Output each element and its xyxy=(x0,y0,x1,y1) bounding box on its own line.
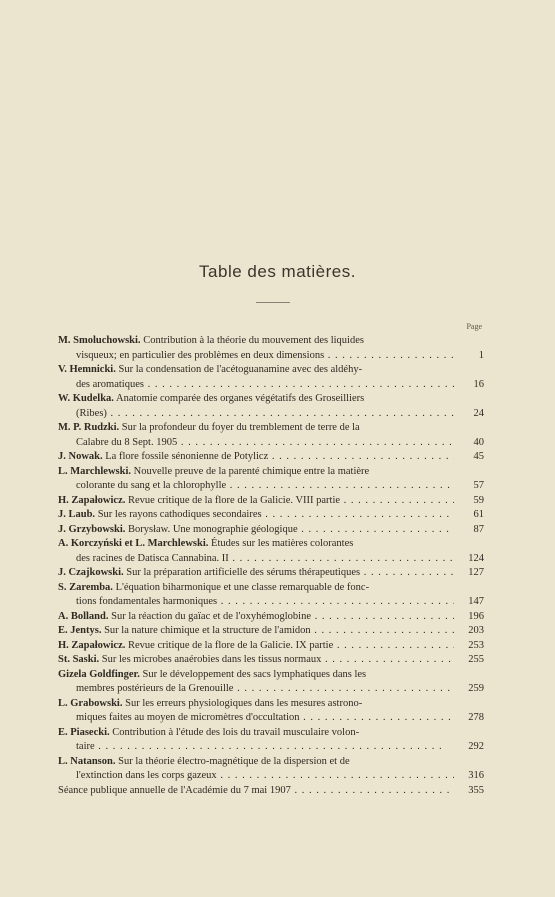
toc-entry xyxy=(58,639,484,654)
toc-entry xyxy=(58,334,484,363)
toc-page-number: 57 xyxy=(454,479,484,494)
toc-line xyxy=(58,421,484,436)
toc-page-number: 355 xyxy=(454,784,484,799)
toc-title-text: Sur les microbes anaérobies dans les tissus normaux xyxy=(101,654,322,665)
toc-title-text: Sur les rayons cathodiques secondaires xyxy=(97,509,262,520)
toc-title-text: La flore fossile sénonienne de Potylicz xyxy=(105,451,269,462)
toc-line xyxy=(58,610,484,625)
toc-title-text: visqueux; en particulier des problèmes en deux dimensions xyxy=(76,349,325,361)
toc-line xyxy=(58,494,484,509)
toc-title-text: Borysław. Une monographie géologique xyxy=(128,523,298,535)
toc-title-text: des racines de Datisca Cannabina. II xyxy=(76,552,229,564)
toc-author: J. Grzybowski. xyxy=(58,523,126,535)
toc-page-number: 259 xyxy=(454,682,484,697)
toc-line xyxy=(58,581,484,596)
toc-entry xyxy=(58,755,484,784)
toc-page-number: 16 xyxy=(454,378,484,393)
toc-title-text: Sur la réaction du gaïac et de l'oxyhémoglobine xyxy=(111,610,311,622)
toc-page-number: 196 xyxy=(454,610,484,625)
toc-entry xyxy=(58,523,484,538)
toc-line xyxy=(58,566,484,581)
toc-entry xyxy=(58,494,484,509)
page-column-header: Page xyxy=(466,322,482,331)
dot-leader xyxy=(226,480,484,491)
toc-entry xyxy=(58,581,484,610)
toc-title-text: Sur les erreurs physiologiques dans les mesures astrono- xyxy=(125,697,363,709)
toc-page-number: 61 xyxy=(454,508,484,523)
toc-author: H. Zapałowicz. xyxy=(58,494,126,506)
toc-title-text: membres postérieurs de la Grenouille xyxy=(76,683,234,694)
toc-entry xyxy=(58,465,484,494)
dot-leader xyxy=(229,553,484,564)
toc-line xyxy=(58,639,484,654)
toc-line xyxy=(58,653,484,668)
toc-line xyxy=(58,334,484,349)
dot-leader xyxy=(217,770,484,781)
dot-leader xyxy=(107,408,455,419)
toc-line xyxy=(58,711,484,726)
title-rule xyxy=(256,302,290,303)
toc-author: J. Laub. xyxy=(58,509,96,520)
toc-line xyxy=(58,392,484,407)
toc-title-text: Nouvelle preuve de la parenté chimique entre la matière xyxy=(133,465,370,477)
toc-page-number: 45 xyxy=(454,450,484,465)
toc-page-number: 203 xyxy=(454,624,484,639)
toc-line xyxy=(58,508,484,523)
toc-page-number: 59 xyxy=(454,494,484,509)
toc-line xyxy=(58,523,484,538)
toc-entry xyxy=(58,624,484,639)
toc-author: L. Marchlewski. xyxy=(58,465,132,477)
toc-line xyxy=(58,595,484,610)
toc-line xyxy=(58,450,484,465)
toc-title-text: des aromatiques xyxy=(76,378,144,390)
toc-author: M. Smoluchowski. xyxy=(58,335,141,346)
toc-entry xyxy=(58,537,484,566)
page-title: Table des matières. xyxy=(199,262,356,281)
dot-leader xyxy=(268,451,484,462)
toc-title-text: miques faites au moyen de micromètres d'occultation xyxy=(76,712,300,723)
toc-title-text: l'extinction dans les corps gazeux xyxy=(76,770,217,781)
toc-page-number: 255 xyxy=(454,653,484,668)
toc-title-text: Contribution à l'étude des lois du travail musculaire volon- xyxy=(112,726,360,738)
toc-author: L. Natanson. xyxy=(58,755,116,767)
toc-author: S. Zaremba. xyxy=(58,581,113,593)
toc-author: H. Zapałowicz. xyxy=(58,639,126,651)
dot-leader xyxy=(233,683,484,694)
toc-page-number: 147 xyxy=(454,595,484,610)
toc-line xyxy=(58,552,484,567)
toc-title-text: Calabre du 8 Sept. 1905 xyxy=(76,436,178,448)
toc-title-text: Anatomie comparée des organes végétatifs des Groseilliers xyxy=(115,393,365,404)
toc-entry xyxy=(58,421,484,450)
toc-author: M. P. Rudzki. xyxy=(58,422,120,433)
toc-entry xyxy=(58,392,484,421)
toc-page-number: 40 xyxy=(454,436,484,451)
toc-line xyxy=(58,740,484,755)
toc-line xyxy=(58,407,484,422)
toc-entry xyxy=(58,653,484,668)
toc-line xyxy=(58,697,484,712)
toc-line xyxy=(58,682,484,697)
toc-title-text: colorante du sang et la chlorophylle xyxy=(76,480,227,491)
toc-page-number: 292 xyxy=(454,740,484,755)
toc-line xyxy=(58,784,484,799)
toc-line xyxy=(58,726,484,741)
toc-page-number: 87 xyxy=(454,523,484,538)
toc-page-number: 127 xyxy=(454,566,484,581)
toc-entry xyxy=(58,668,484,697)
dot-leader xyxy=(95,741,443,752)
toc-page-number: 1 xyxy=(454,349,484,364)
toc-author: E. Piasecki. xyxy=(58,726,110,738)
toc-title-text: Contribution à la théorie du mouvement des liquides xyxy=(143,335,364,346)
dot-leader xyxy=(217,596,484,607)
toc-author: A. Bolland. xyxy=(58,610,109,622)
toc-page-number: 253 xyxy=(454,639,484,654)
toc-title-text: Sur la théorie électro-magnétique de la dispersion et de xyxy=(118,755,350,767)
toc-author: Gizela Goldfinger. xyxy=(58,668,140,680)
toc-line xyxy=(58,349,484,364)
toc-author: V. Hemnicki. xyxy=(58,364,116,375)
toc-entry xyxy=(58,697,484,726)
table-of-contents xyxy=(58,334,484,798)
toc-entry xyxy=(58,508,484,523)
toc-entry xyxy=(58,784,484,799)
toc-line xyxy=(58,755,484,770)
toc-line xyxy=(58,624,484,639)
toc-entry xyxy=(58,566,484,581)
toc-page-number: 316 xyxy=(454,769,484,784)
toc-title-text: Revue critique de la flore de la Galicie. VIII partie xyxy=(128,494,341,506)
toc-line xyxy=(58,769,484,784)
toc-author: J. Czajkowski. xyxy=(58,567,124,578)
toc-author: A. Korczyński et L. Marchlewski. xyxy=(58,538,209,549)
toc-title-text: Revue critique de la flore de la Galicie. IX partie xyxy=(128,639,334,651)
toc-title-text: tions fondamentales harmoniques xyxy=(76,596,218,607)
toc-author: L. Grabowski. xyxy=(58,697,123,709)
toc-line xyxy=(58,479,484,494)
toc-page-number: 278 xyxy=(454,711,484,726)
toc-author: W. Kudelka. xyxy=(58,393,114,404)
toc-line xyxy=(58,363,484,378)
toc-page-number: 24 xyxy=(454,407,484,422)
toc-author: J. Nowak. xyxy=(58,451,103,462)
toc-author: E. Jentys. xyxy=(58,625,102,636)
toc-author: St. Saski. xyxy=(58,654,100,665)
toc-page-number: 124 xyxy=(454,552,484,567)
toc-title-text: Sur le développement des sacs lymphatiques dans les xyxy=(142,668,367,680)
toc-entry xyxy=(58,726,484,755)
toc-line xyxy=(58,668,484,683)
toc-entry xyxy=(58,363,484,392)
dot-leader xyxy=(144,379,484,390)
toc-title-text: Sur la profondeur du foyer du tremblement de terre de la xyxy=(121,422,360,433)
toc-title-text: (Ribes) xyxy=(76,407,107,419)
toc-title-text: Sur la nature chimique et la structure de l'amidon xyxy=(104,625,311,636)
toc-title-text: taire xyxy=(76,741,95,752)
toc-title-text: Sur la préparation artificielle des sérums thérapeutiques xyxy=(126,567,361,578)
toc-entry xyxy=(58,610,484,625)
dot-leader xyxy=(262,509,484,520)
toc-line xyxy=(58,378,484,393)
toc-line xyxy=(58,537,484,552)
toc-line xyxy=(58,465,484,480)
toc-title-text: Sur la condensation de l'acétoguanamine avec des aldéhy- xyxy=(118,364,363,375)
toc-title-text: L'équation biharmonique et une classe remarquable de fonc- xyxy=(115,581,370,593)
toc-line xyxy=(58,436,484,451)
toc-title-text: Séance publique annuelle de l'Académie du 7 mai 1907 xyxy=(58,784,291,796)
dot-leader xyxy=(177,437,484,448)
toc-title-text: Études sur les matières colorantes xyxy=(211,538,354,549)
toc-entry xyxy=(58,450,484,465)
